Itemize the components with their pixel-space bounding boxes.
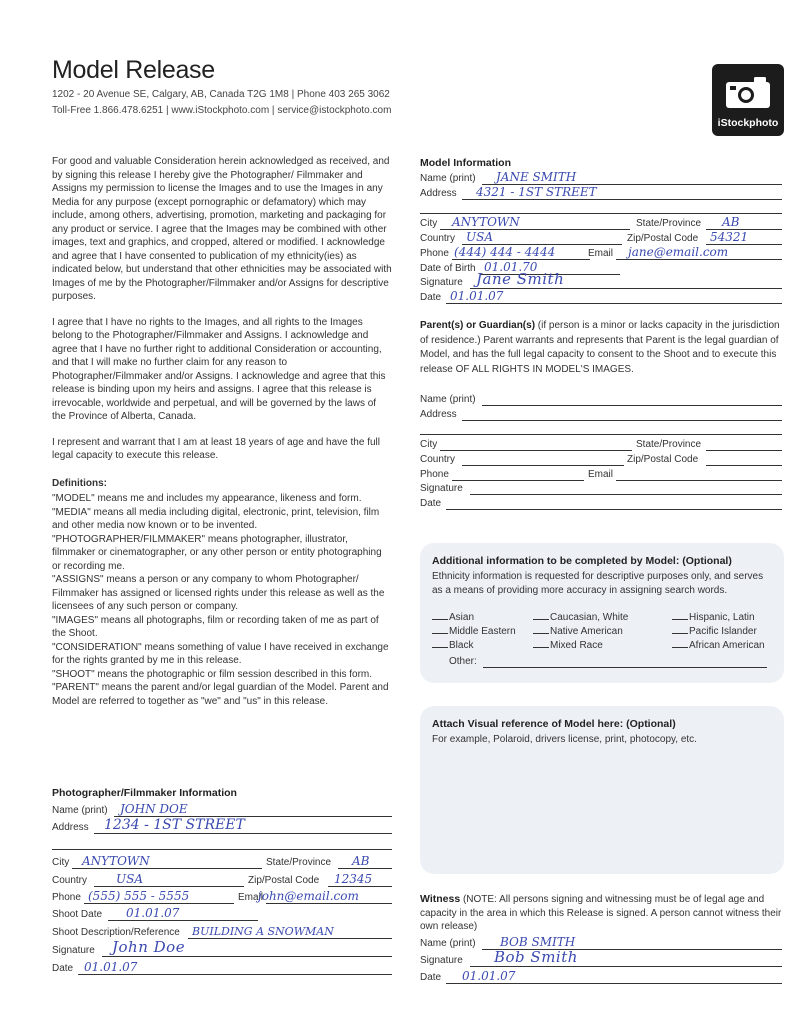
release-paragraph: For good and valuable Consideration herein acknowledged as received, and by signing this release I hereby give the Photographer/ Filmmaker and Assigns my permission to license the Images and to use the Images in any Media for any purpose (except pornographic or defamatory) which may include, among others, advertising, promotion, marketing and packaging for any product or service. I agree that the Images may be combined with other images, text and graphics, and cropped, altered or modified. I acknowledge and agree that I have consented to publication of my ethnicity(ies) as indicated below, but understand that other ethnicities may be associated with Images of me by the Photographer/Filmmaker and/or Assigns for descriptive purposes. (52, 156, 392, 302)
guardian-statement (420, 319, 782, 377)
photographer-state-value: AB (352, 854, 370, 868)
ethnicity-option[interactable] (672, 612, 755, 623)
name-label: Name (print) (420, 394, 476, 405)
witness-statement (420, 893, 784, 934)
photographer-name-row[interactable] (52, 803, 392, 817)
camera-icon (724, 74, 772, 110)
photographer-phone-value: (555) 555 - 5555 (88, 889, 190, 903)
ethnicity-option[interactable] (533, 626, 623, 637)
witness-section-title: Witness (420, 893, 461, 905)
photographer-name-value: JOHN DOE (120, 802, 188, 816)
definition-item: "CONSIDERATION" means something of value I have received in exchange for the rights granted by me in this release. (52, 641, 389, 666)
shoot-date-label: Shoot Date (52, 909, 103, 920)
ethnicity-option[interactable] (672, 640, 765, 651)
model-signature: Jane Smith (476, 270, 565, 288)
photographer-phone-row[interactable] (52, 890, 392, 904)
ethnicity-option[interactable] (432, 640, 473, 651)
witness-date-value: 01.01.07 (462, 969, 516, 983)
model-country-value: USA (466, 230, 493, 244)
photographer-address-value: 1234 - 1ST STREET (104, 817, 245, 833)
ethnicity-option[interactable] (533, 640, 603, 651)
city-label: City (52, 857, 70, 868)
guardian-date-row[interactable] (420, 496, 782, 510)
zip-label: Zip/Postal Code (627, 454, 699, 465)
ethnicity-label: Black (449, 640, 474, 651)
release-paragraph: I represent and warrant that I am at least 18 years of age and have the full legal capacity to execute this release. (52, 436, 380, 461)
witness-signature-row[interactable] (420, 948, 782, 967)
definitions-title: Definitions: (52, 477, 107, 489)
additional-info-box (420, 543, 784, 683)
ethnicity-label: African American (689, 640, 765, 651)
photographer-shoot-desc-row[interactable] (52, 925, 392, 939)
additional-info-title: Additional information to be completed by Model: (Optional) (432, 555, 732, 567)
model-phone-value: (444) 444 - 4444 (454, 245, 556, 259)
model-dob-row[interactable] (420, 261, 782, 275)
country-label: Country (52, 875, 88, 886)
model-name-row[interactable] (420, 171, 782, 185)
guardian-country-row[interactable] (420, 452, 782, 466)
ethnicity-other-row[interactable] (449, 654, 767, 668)
guardian-city-row[interactable] (420, 437, 782, 451)
ethnicity-label: Hispanic, Latin (689, 612, 755, 623)
model-dob-value: 01.01.70 (484, 260, 538, 274)
ethnicity-option[interactable] (432, 626, 516, 637)
ethnicity-label: Mixed Race (550, 640, 603, 651)
country-label: Country (420, 233, 456, 244)
name-label: Name (print) (52, 805, 108, 816)
email-label: Email (238, 892, 264, 903)
zip-label: Zip/Postal Code (627, 233, 699, 244)
visual-reference-title: Attach Visual reference of Model here: (Optional) (432, 718, 676, 730)
guardian-address-row[interactable] (420, 407, 782, 421)
model-city-value: ANYTOWN (452, 215, 520, 229)
phone-label: Phone (420, 469, 449, 480)
guardian-text: (if person is a minor or lacks capacity in the jurisdiction of residence.) Parent warrants and represents that Parent is the legal guardian of Model, and has the full legal capacity to consent to the Shoot and to execute this release OF ALL RIGHTS IN MODEL'S IMAGES. (420, 320, 780, 375)
definition-item: "MEDIA" means all media including digital, electronic, print, television, film and other media now known or to be invented. (52, 506, 380, 531)
photographer-country-value: USA (116, 872, 143, 886)
photographer-date-row[interactable] (52, 961, 392, 975)
model-section-title: Model Information (420, 157, 511, 169)
address-label: Address (420, 188, 457, 199)
witness-name-row[interactable] (420, 936, 782, 950)
ethnicity-label: Pacific Islander (689, 626, 757, 637)
photographer-shoot-date-row[interactable] (52, 907, 392, 921)
model-zip-value: 54321 (710, 230, 749, 244)
model-email-value: jane@email.com (628, 245, 729, 259)
photographer-address-row[interactable] (52, 817, 392, 834)
model-phone-row[interactable] (420, 246, 782, 260)
photographer-shoot-desc-value: BUILDING A SNOWMAN (192, 925, 334, 938)
visual-reference-box[interactable] (420, 706, 784, 874)
ethnicity-label: Middle Eastern (449, 626, 516, 637)
model-address-row[interactable] (420, 186, 782, 200)
signature-label: Signature (420, 955, 463, 966)
date-label: Date (52, 963, 74, 974)
photographer-email-value: john@email.com (258, 889, 359, 903)
state-label: State/Province (636, 218, 702, 229)
dob-label: Date of Birth (420, 263, 476, 274)
company-address: 1202 - 20 Avenue SE, Calgary, AB, Canada T2G 1M8 | Phone 403 265 3062 (52, 89, 390, 100)
signature-label: Signature (420, 483, 463, 494)
ethnicity-label: Asian (449, 612, 475, 623)
photographer-address-row-2[interactable] (52, 836, 392, 850)
release-paragraph: I agree that I have no rights to the Images, and all rights to the Images belong to the Photographer/Filmmaker and Assigns. I acknowledge and agree that I have no further right to additional Consideration or accounting, and that I will make no further claim for any reason to Photographer/Filmmaker and/or Assigns. I acknowledge and agree that this release is binding upon my heirs and assigns. I agree that this release is irrevocable, worldwide and perpetual, and will be governed by the laws of the Province of Alberta, Canada. (52, 316, 386, 422)
model-country-row[interactable] (420, 231, 782, 245)
name-label: Name (print) (420, 173, 476, 184)
email-label: Email (588, 469, 614, 480)
shoot-description-label: Shoot Description/Reference (52, 927, 180, 938)
address-label: Address (52, 822, 89, 833)
date-label: Date (420, 972, 442, 983)
signature-label: Signature (420, 277, 463, 288)
name-label: Name (print) (420, 938, 476, 949)
city-label: City (420, 218, 438, 229)
visual-reference-text: For example, Polaroid, drivers license, print, photocopy, etc. (432, 734, 697, 745)
guardian-section-title: Parent(s) or Guardian(s) (420, 320, 536, 331)
country-label: Country (420, 454, 456, 465)
definition-item: "IMAGES" means all photographs, film or recording taken of me as part of the Shoot. (52, 614, 379, 639)
guardian-phone-row[interactable] (420, 467, 782, 481)
address-label: Address (420, 409, 457, 420)
witness-signature: Bob Smith (494, 948, 578, 966)
guardian-name-row[interactable] (420, 392, 782, 406)
model-signature-row[interactable] (420, 270, 782, 289)
ethnicity-option[interactable] (432, 612, 474, 623)
definition-item: "PHOTOGRAPHER/FILMMAKER" means photographer, illustrator, filmmaker or cinematographer, or any other person or entity photographing or recording me. (52, 533, 382, 572)
guardian-signature-row[interactable] (420, 481, 782, 495)
photographer-date-value: 01.01.07 (84, 960, 138, 974)
photographer-section-title: Photographer/Filmmaker Information (52, 787, 237, 799)
phone-label: Phone (420, 248, 449, 259)
istockphoto-logo (712, 64, 784, 136)
guardian-address-row-2[interactable] (420, 421, 782, 435)
witness-date-row[interactable] (420, 970, 782, 984)
signature-label: Signature (52, 945, 95, 956)
ethnicity-option[interactable] (533, 612, 628, 623)
ethnicity-option[interactable] (672, 626, 757, 637)
date-label: Date (420, 498, 442, 509)
photographer-city-value: ANYTOWN (82, 854, 150, 868)
state-label: State/Province (266, 857, 332, 868)
city-label: City (420, 439, 438, 450)
photographer-country-row[interactable] (52, 873, 392, 887)
witness-note: (NOTE: All persons signing and witnessing must be of legal age and capacity in the area in which this Release is signed. A person cannot witness their own release) (420, 894, 782, 932)
page-title: Model Release (52, 56, 215, 84)
definition-item: "SHOOT" means the photographic or film session described in this form. (52, 668, 373, 680)
photographer-signature: John Doe (112, 938, 186, 956)
other-label: Other: (449, 656, 477, 667)
additional-info-text: Ethnicity information is requested for descriptive purposes only, and serves as a means of providing more accuracy in assigning search words. (432, 571, 764, 596)
ethnicity-label: Caucasian, White (550, 612, 629, 623)
model-name-value: JANE SMITH (496, 170, 577, 184)
date-label: Date (420, 292, 442, 303)
model-address-row-2[interactable] (420, 200, 782, 214)
photographer-signature-row[interactable] (52, 938, 392, 957)
photographer-city-row[interactable] (52, 855, 392, 869)
company-contact: Toll-Free 1.866.478.6251 | www.iStockphoto.com | service@istockphoto.com (52, 105, 392, 116)
model-state-value: AB (722, 215, 740, 229)
model-date-row[interactable] (420, 290, 782, 304)
phone-label: Phone (52, 892, 81, 903)
photographer-shoot-date-value: 01.01.07 (126, 906, 180, 920)
state-label: State/Province (636, 439, 702, 450)
witness-name-value: BOB SMITH (500, 935, 576, 949)
ethnicity-label: Native American (550, 626, 623, 637)
zip-label: Zip/Postal Code (248, 875, 320, 886)
release-terms (52, 155, 392, 708)
definition-item: "MODEL" means me and includes my appearance, likeness and form. (52, 493, 362, 504)
definition-item: "PARENT" means the parent and/or legal guardian of the Model. Parent and Model are referred to together as "we" and "us" in this release. (52, 682, 389, 707)
photographer-zip-value: 12345 (334, 872, 373, 886)
definition-item: "ASSIGNS" means a person or any company to whom Photographer/ Filmmaker has assigned or licensed rights under this release as well as the licensees of any such person or company. (52, 574, 385, 612)
model-address-value: 4321 - 1ST STREET (476, 185, 597, 199)
model-city-row[interactable] (420, 216, 782, 230)
logo-text: iStockphoto (717, 117, 779, 129)
model-date-value: 01.01.07 (450, 289, 504, 303)
email-label: Email (588, 248, 614, 259)
